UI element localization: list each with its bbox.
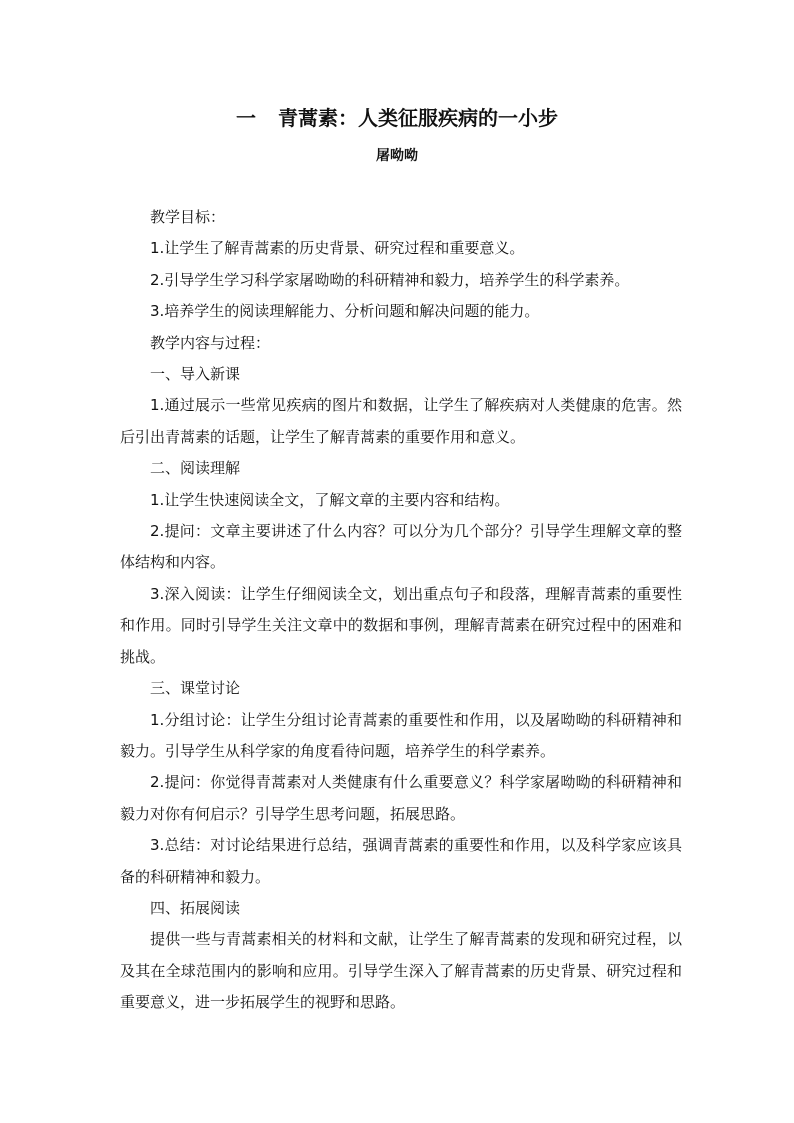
- page-title: [0, 104, 794, 132]
- paragraph-reading-3: 3.深入阅读：让学生仔细阅读全文，划出重点句子和段落，理解青蒿素的重要性和作用。同时引导学生关注文章中的数据和事例，理解青蒿素在研究过程中的困难和挑战。: [120, 584, 682, 666]
- paragraph-intro-1: 1.通过展示一些常见疾病的图片和数据，让学生了解疾病对人类健康的危害。然后引出青蒿素的话题，让学生了解青蒿素的重要作用和意义。: [120, 396, 682, 446]
- author-name: [0, 146, 794, 166]
- paragraph-extended-reading: 提供一些与青蒿素相关的材料和文献，让学生了解青蒿素的发现和研究过程，以及其在全球范围内的影响和应用。引导学生深入了解青蒿素的历史背景、研究过程和重要意义，进一步拓展学生的视野和思路。: [120, 930, 682, 1012]
- paragraph-discussion-1: 1.分组讨论：让学生分组讨论青蒿素的重要性和作用，以及屠呦呦的科研精神和毅力。引导学生从科学家的角度看待问题，培养学生的科学素养。: [120, 710, 682, 760]
- section-heading-3: 三、课堂讨论: [150, 679, 241, 698]
- paragraph-goal-2: 2.引导学生学习科学家屠呦呦的科研精神和毅力，培养学生的科学素养。: [150, 270, 630, 289]
- paragraph-goal-1: 1.让学生了解青蒿素的历史背景、研究过程和重要意义。: [150, 239, 525, 258]
- title-number: 一: [236, 106, 256, 130]
- paragraph-discussion-3: 3.总结：对讨论结果进行总结，强调青蒿素的重要性和作用，以及科学家应该具备的科研精神和毅力。: [120, 836, 682, 886]
- section-heading-4: 四、拓展阅读: [150, 898, 241, 917]
- paragraph-content-heading: 教学内容与过程：: [150, 333, 271, 352]
- paragraph-discussion-2: 2.提问：你觉得青蒿素对人类健康有什么重要意义？科学家屠呦呦的科研精神和毅力对你有何启示？引导学生思考问题，拓展思路。: [120, 773, 682, 823]
- paragraph-goals-heading: 教学目标：: [150, 208, 226, 226]
- author-text: 屠呦呦: [376, 148, 418, 164]
- paragraph-goal-3: 3.培养学生的阅读理解能力、分析问题和解决问题的能力。: [150, 302, 540, 321]
- title-text: 青蒿素：人类征服疾病的一小步: [278, 106, 558, 130]
- paragraph-reading-2: 2.提问：文章主要讲述了什么内容？可以分为几个部分？引导学生理解文章的整体结构和内容。: [120, 522, 682, 572]
- section-heading-2: 二、阅读理解: [150, 459, 241, 478]
- section-heading-1: 一、导入新课: [150, 365, 241, 384]
- paragraph-reading-1: 1.让学生快速阅读全文，了解文章的主要内容和结构。: [150, 490, 510, 509]
- document-body: [120, 202, 682, 1019]
